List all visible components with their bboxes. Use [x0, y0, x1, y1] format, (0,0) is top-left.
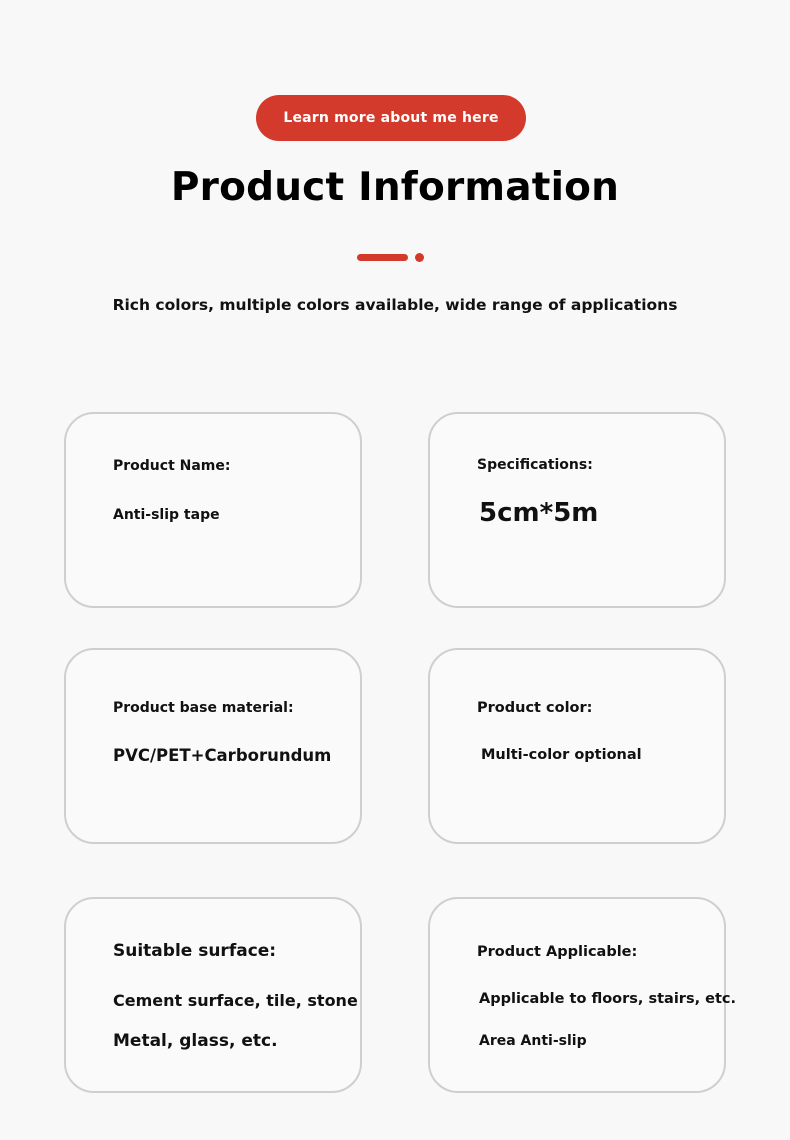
- base-material-card: [64, 648, 362, 844]
- product-name-card: [64, 412, 362, 608]
- product-color-value: Multi-color optional: [481, 747, 642, 763]
- product-applicable-card: [428, 897, 737, 1093]
- product-applicable-value-line-1: Applicable to floors, stairs, etc.: [479, 991, 737, 1007]
- product-name-label: Product Name:: [113, 458, 231, 474]
- product-name-value: Anti-slip tape: [113, 507, 220, 523]
- suitable-surface-card: [64, 897, 362, 1093]
- base-material-value: PVC/PET+Carborundum: [113, 746, 332, 765]
- title-divider-bar: [357, 254, 408, 261]
- learn-more-button[interactable]: Learn more about me here: [256, 95, 526, 141]
- specifications-card: [428, 412, 726, 608]
- specifications-value: 5cm*5m: [479, 498, 599, 528]
- title-divider-dot: [415, 253, 424, 262]
- specifications-label: Specifications:: [477, 457, 593, 473]
- base-material-label: Product base material:: [113, 700, 294, 716]
- product-color-label: Product color:: [477, 700, 593, 716]
- suitable-surface-value-line-2: Metal, glass, etc.: [113, 1031, 278, 1051]
- suitable-surface-label: Suitable surface:: [113, 941, 277, 961]
- product-applicable-label: Product Applicable:: [477, 944, 638, 960]
- page-subtitle: Rich colors, multiple colors available, wide range of applications: [112, 296, 678, 314]
- suitable-surface-value-line-1: Cement surface, tile, stone: [113, 991, 358, 1010]
- page-title: Product Information: [170, 165, 620, 210]
- product-color-card: [428, 648, 726, 844]
- product-applicable-value-line-2: Area Anti-slip: [479, 1033, 587, 1049]
